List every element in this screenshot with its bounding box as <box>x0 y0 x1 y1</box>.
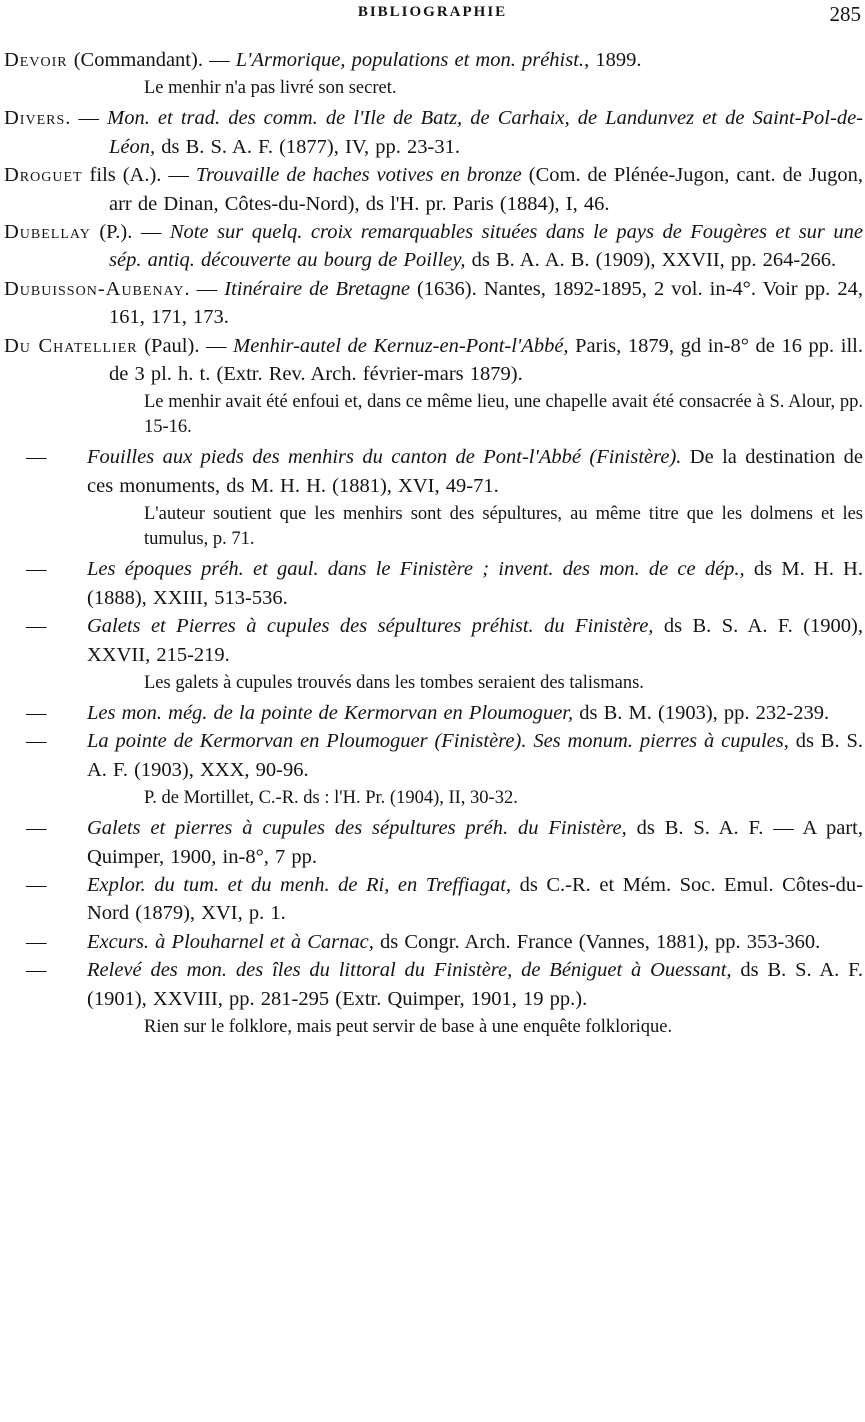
bibliography-entry <box>4 555 863 612</box>
bibliography-list <box>4 46 863 1043</box>
annotation-note: Rien sur le folklore, mais peut servir de base à une enquête folklorique. <box>144 1016 673 1037</box>
bibliography-entry <box>4 612 863 669</box>
work-title: La pointe de Kermorvan en Ploumoguer (Finistère). Ses monum. pierres à cupules, <box>87 730 789 753</box>
work-title: Les époques préh. et gaul. dans le Finistère ; invent. des mon. de ce dép., <box>87 558 745 581</box>
publication-details: ds B. S. A. F. (1877), IV, pp. 23-31. <box>155 135 460 158</box>
author-name: Divers <box>4 107 66 130</box>
ditto-dash: — <box>26 558 47 581</box>
work-title: Mon. et trad. des comm. de l'Ile de Batz, de Carhaix, de Landunvez et de Saint-Pol-de-Léon, <box>107 107 864 158</box>
ditto-dash: — <box>26 959 47 982</box>
publication-details: (Com. de Plénée-Jugon, cant. de Jugon, arr de Dinan, Côtes-du-Nord), ds l'H. pr. Paris (1884), I, 46. <box>109 164 864 215</box>
author-name: Droguet <box>4 164 83 187</box>
publication-details: ds C.-R. et Mém. Soc. Emul. Côtes-du-Nord (1879), XVI, p. 1. <box>87 873 863 925</box>
publication-details: (1636). Nantes, 1892-1895, 2 vol. in-4°. Voir pp. 24, 161, 171, 173. <box>109 277 863 329</box>
ditto-dash: — <box>26 817 47 840</box>
bibliography-entry <box>4 928 863 956</box>
page-header <box>0 2 865 26</box>
bibliography-entry: Devoir (Commandant). — L'Armorique, populations et mon. préhist., 1899. <box>4 49 642 71</box>
author-detail: (Paul). <box>137 334 200 357</box>
work-title: Galets et pierres à cupules des sépultures préh. du Finistère, <box>87 817 627 840</box>
work-title: Excurs. à Plouharnel et à Carnac, <box>87 930 374 953</box>
bibliography-entry: Dubuisson-Aubenay. — Itinéraire de Bretagne (1636). Nantes, 1892-1895, 2 vol. in-4°. Voir pp. 24, 161, 171, 173. <box>4 277 863 329</box>
work-title: L'Armorique, populations et mon. préhist. <box>235 49 585 71</box>
work-title: Itinéraire de Bretagne <box>224 277 410 300</box>
work-title: Trouvaille de haches votives en bronze <box>195 164 522 187</box>
author-name: Dubellay <box>4 221 91 244</box>
author-detail: (Commandant). <box>67 49 203 71</box>
ditto-dash: — <box>26 446 47 469</box>
work-title: Menhir-autel de Kernuz-en-Pont-l'Abbé, <box>233 334 569 357</box>
ditto-dash: — <box>26 615 47 638</box>
running-title: BIBLIOGRAPHIE <box>357 4 508 20</box>
bibliography-entry: Droguet fils (A.). — Trouvaille de haches votives en bronze (Com. de Plénée-Jugon, cant. de Jugon, arr de Dinan, Côtes-du-Nord), ds l'H. pr. Paris (1884), I, 46. <box>4 164 864 215</box>
bibliography-entry <box>4 871 863 928</box>
author-detail: . <box>184 277 190 300</box>
ditto-dash: — <box>26 873 47 896</box>
publication-details: ds B. S. A. F. (1900), XXVII, 215-219. <box>87 615 864 666</box>
ditto-dash: — <box>26 701 47 724</box>
bibliography-entry <box>4 814 863 871</box>
annotation-note: P. de Mortillet, C.-R. ds : l'H. Pr. (1904), II, 30-32. <box>144 788 518 809</box>
work-title: Relevé des mon. des îles du littoral du Finistère, de Béniguet à Ouessant, <box>87 959 732 982</box>
publication-details: Paris, 1879, gd in-8° de 16 pp. ill. de 3 pl. h. t. (Extr. Rev. Arch. février-mars 1879). <box>109 334 863 386</box>
publication-details: ds B. M. (1903), pp. 232-239. <box>573 701 830 724</box>
work-title: Les mon. még. de la pointe de Kermorvan en Ploumoguer, <box>87 701 574 724</box>
author-name: Dubuisson-Aubenay <box>4 277 185 300</box>
work-title: Note sur quelq. croix remarquables situées dans le pays de Fougères et sur une sép. antiq. découverte au bourg de Poilley, <box>109 221 864 272</box>
bibliography-entry <box>4 443 863 500</box>
author-detail: fils (A.). <box>82 164 162 187</box>
publication-details: , 1899. <box>584 49 642 71</box>
annotation-note: Le menhir avait été enfoui et, dans ce même lieu, une chapelle avait été consacrée à S. Alour, pp. 15-16. <box>144 392 863 438</box>
author-detail: . <box>65 107 71 130</box>
publication-details: ds M. H. H. (1888), XXIII, 513-536. <box>87 558 863 609</box>
author-name: Du Chatellier <box>4 334 138 357</box>
ditto-dash: — <box>26 930 47 953</box>
bibliography-entry: Du Chatellier (Paul). — Menhir-autel de Kernuz-en-Pont-l'Abbé, Paris, 1879, gd in-8° de 16 pp. ill. de 3 pl. h. t. (Extr. Rev. Arch. février-mars 1879). <box>4 334 863 386</box>
bibliography-entry <box>4 956 863 1013</box>
publication-details: ds Congr. Arch. France (Vannes, 1881), pp. 353-360. <box>373 930 821 953</box>
author-name: Devoir <box>4 49 68 71</box>
author-detail: (P.). <box>90 221 133 244</box>
publication-details: ds B. S. A. F. (1901), XXVIII, pp. 281-295 (Extr. Quimper, 1901, 19 pp.). <box>87 959 863 1010</box>
work-title: Fouilles aux pieds des menhirs du canton de Pont-l'Abbé (Finistère). <box>87 446 682 469</box>
publication-details: ds B. S. A. F. (1903), XXX, 90-96. <box>87 730 863 781</box>
bibliography-entry: Dubellay (P.). — Note sur quelq. croix remarquables situées dans le pays de Fougères et sur une sép. antiq. découverte au bourg de Poilley, ds B. A. A. B. (1909), XXVII, pp. 264-266. <box>4 221 864 272</box>
publication-details: De la destination de ces monuments, ds M. H. H. (1881), XVI, 49-71. <box>87 446 863 497</box>
annotation-note: Le menhir n'a pas livré son secret. <box>144 78 397 99</box>
publication-details: ds B. S. A. F. — A part, Quimper, 1900, in-8°, 7 pp. <box>87 817 864 868</box>
work-title: Galets et Pierres à cupules des sépultures préhist. du Finistère, <box>87 615 654 638</box>
bibliography-entry <box>4 699 863 727</box>
publication-details: ds B. A. A. B. (1909), XXVII, pp. 264-266. <box>465 249 837 272</box>
work-title: Explor. du tum. et du menh. de Ri, en Treffiagat, <box>87 873 512 896</box>
annotation-note: L'auteur soutient que les menhirs sont des sépultures, au même titre que les dolmens et les tumulus, p. 71. <box>144 504 863 550</box>
bibliography-entry <box>4 727 863 784</box>
bibliography-entry: Divers. — Mon. et trad. des comm. de l'Ile de Batz, de Carhaix, de Landunvez et de Saint-Pol-de-Léon, ds B. S. A. F. (1877), IV, pp. 23-31. <box>4 107 864 158</box>
page-number: 285 <box>829 2 861 26</box>
ditto-dash: — <box>26 730 47 753</box>
annotation-note: Les galets à cupules trouvés dans les tombes seraient des talismans. <box>144 672 644 693</box>
